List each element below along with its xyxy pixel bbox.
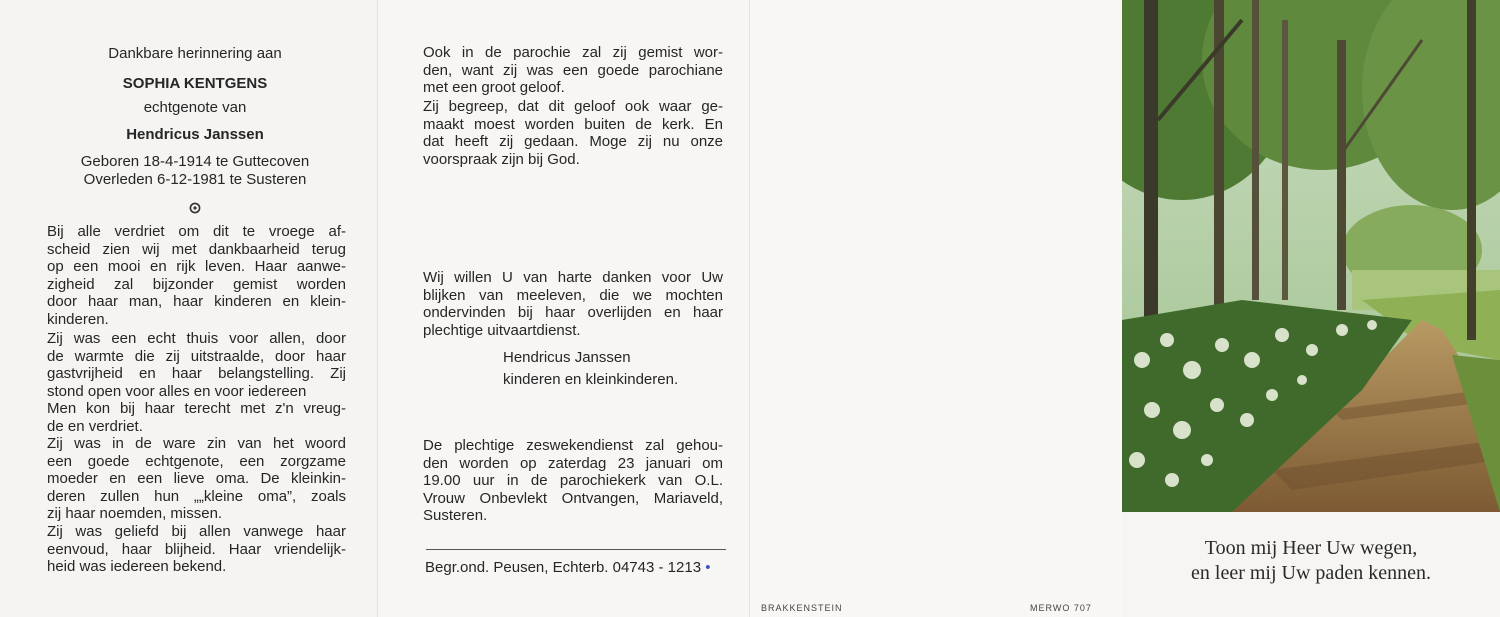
text-line: zij haar noemden, missen.: [47, 505, 223, 523]
scripture-line-1: Toon mij Heer Uw wegen,: [1204, 537, 1418, 559]
text-line: plechtige uitvaartdienst.: [423, 321, 581, 339]
card-panel-left: [0, 0, 378, 617]
text-line: 19.00 uur in de parochiekerk van O.L.: [423, 472, 723, 490]
print-code: MERWO 707: [1030, 603, 1092, 613]
text-line: Wij willen U van harte danken voor Uw: [423, 269, 723, 286]
text-line: Vrouw Onbevlekt Ontvangen, Mariaveld,: [423, 489, 723, 507]
text-line: Zij was een echt thuis voor allen, door: [47, 330, 346, 347]
deceased-name: SOPHIA KENTGENS: [122, 75, 268, 92]
divider-line: [426, 549, 726, 550]
text-line: den worden op zaterdag 23 januari om: [423, 454, 723, 472]
scripture-line-2: en leer mij Uw paden kennen.: [1191, 562, 1431, 584]
text-line: Bij alle verdriet om dit te vroege af-: [47, 223, 346, 240]
text-line: heid was iedereen bekend.: [47, 558, 227, 576]
text-line: dat heeft zij gedaan. Moge zij nu onze: [423, 133, 723, 151]
text-line: deren zullen hun „„kleine oma”, zoals: [47, 487, 346, 505]
paragraph-beloved: [47, 523, 346, 576]
text-line: den, want zij was een goede parochiane: [423, 61, 723, 79]
text-line: zigheid zal bijzonder gemist worden: [47, 275, 346, 293]
text-line: met een groot geloof.: [423, 79, 565, 97]
text-line: de warmte die zij uitstraalde, door haar: [47, 347, 346, 365]
signature-name: Hendricus Janssen: [503, 349, 631, 366]
text-line: ondervinden bij haar overlijden en haar: [423, 304, 723, 322]
signature-family: kinderen en kleinkinderen.: [503, 371, 679, 388]
forest-path-photo: [1122, 0, 1500, 512]
paragraph-home: [47, 330, 346, 436]
bullet-icon: •: [705, 559, 711, 576]
text-line: Zij was geliefd bij allen vanwege haar: [47, 523, 346, 540]
paragraph-gratitude: [47, 223, 346, 329]
text-line: gastvrijheid en haar belangstelling. Zij: [47, 365, 346, 383]
text-line: stond open voor alles en voor iedereen: [47, 382, 307, 400]
text-line: voorspraak zijn bij God.: [423, 150, 580, 168]
text-line: maakt moest worden buiten de kerk. En: [423, 115, 723, 133]
text-line: Ook in de parochie zal zij gemist wor-: [423, 44, 723, 61]
spouse-name: Hendricus Janssen: [126, 126, 264, 143]
text-line: door haar man, haar kinderen en klein-: [47, 293, 346, 311]
text-line: scheid zien wij met dankbaarheid terug: [47, 240, 346, 258]
card-panel-middle-right: [750, 0, 1122, 617]
birth-line: Geboren 18-4-1914 te Guttecoven: [80, 153, 310, 170]
death-line: Overleden 6-12-1981 te Susteren: [83, 171, 307, 188]
text-line: een goede echtgenote, een zorgzame: [47, 452, 346, 470]
spouse-label: echtgenote van: [143, 99, 247, 116]
paragraph-thanks: [423, 269, 723, 339]
text-line: de en verdriet.: [47, 417, 143, 435]
flower-ornament-icon: [189, 202, 201, 214]
text-line: kinderen.: [47, 310, 109, 328]
text-line: op een mooi en rijk leven. Haar aanwe-: [47, 258, 346, 276]
text-line: Men kon bij haar terecht met z'n vreug-: [47, 400, 346, 418]
paragraph-faith: [423, 98, 723, 168]
memorial-heading: Dankbare herinnering aan: [108, 45, 282, 62]
undertaker-line: [425, 559, 710, 577]
text-line: Zij begreep, dat dit geloof ook waar ge-: [423, 98, 723, 115]
text-line: blijken van meeleven, die we mochten: [423, 286, 723, 304]
paragraph-spouse: [47, 435, 346, 523]
text-line: eenvoud, haar blijheid. Haar vriendelijk-: [47, 540, 346, 558]
paragraph-service: [423, 437, 723, 525]
text-line: moeder en een lieve oma. De kleinkin-: [47, 470, 346, 488]
text-line: De plechtige zeswekendienst zal gehou-: [423, 437, 723, 454]
publisher-mark: BRAKKENSTEIN: [761, 603, 843, 613]
card-panel-middle-left: [378, 0, 750, 617]
text-line: Zij was in de ware zin van het woord: [47, 435, 346, 452]
paragraph-parish: [423, 44, 723, 97]
undertaker-text: Begr.ond. Peusen, Echterb. 04743 - 1213: [425, 559, 702, 576]
text-line: Susteren.: [423, 507, 488, 525]
